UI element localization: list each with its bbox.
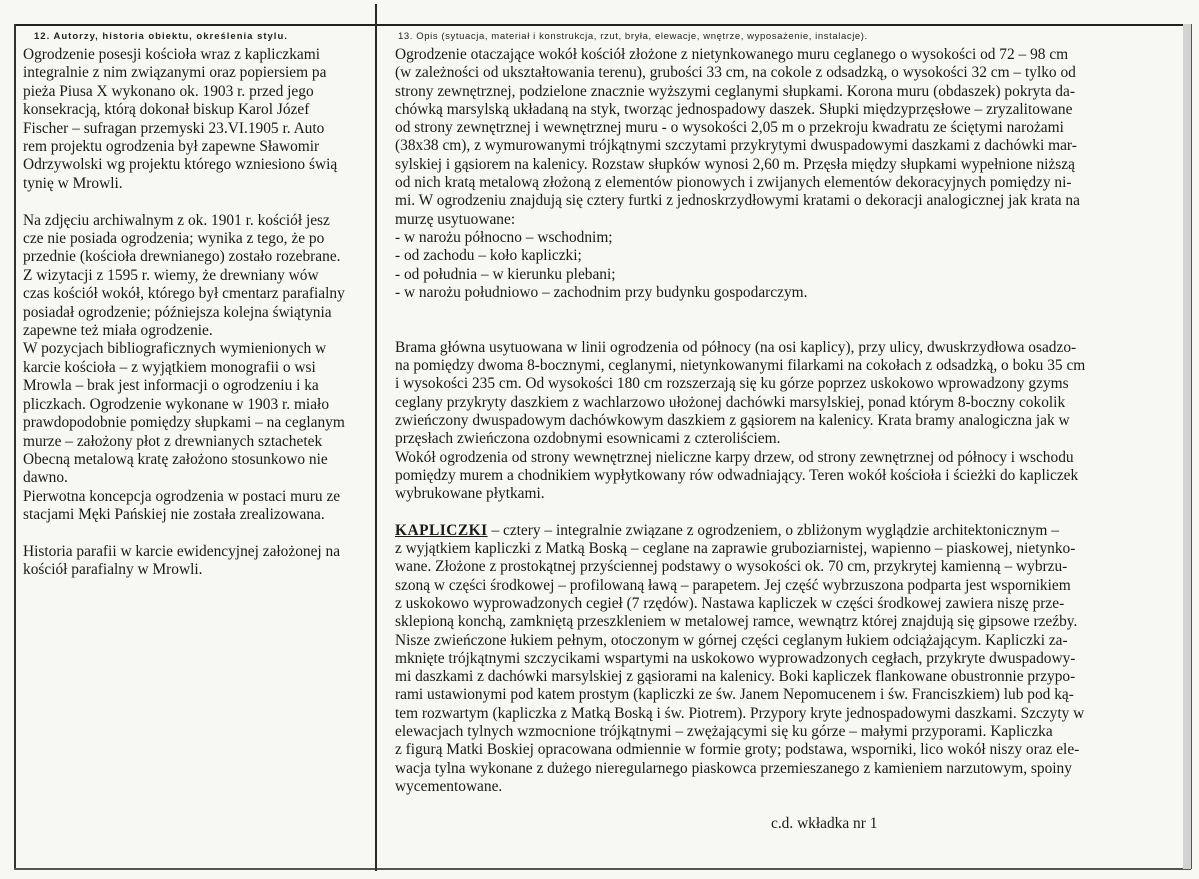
section-13-heading: 13. Opis (sytuacja, materiał i konstrukcja, rzut, bryła, elewacje, wnętrze, wyposażenie, instalacje). (398, 31, 868, 42)
description-text-line: Ogrodzenie otaczające wokół kościół złożone z nietynkowanego muru ceglanego o wysokości od 72 – 98 cm (395, 46, 1069, 63)
history-text-line: W pozycjach bibliograficznych wymienionych w (23, 340, 327, 358)
description-text-line: przęsłach zwieńczona ozdobnymi esownicami z czteroliściem. (395, 430, 781, 448)
blank-line (395, 320, 1165, 338)
description-text-line: - od zachodu – koło kapliczki; (395, 247, 582, 265)
history-text-line: czas kościół wokół, którego był cmentarz parafialny (23, 285, 345, 303)
description-text-line: z wyjątkiem kapliczki z Matką Boską – ceglane na zaprawie gruboziarnistej, wapienno – piaskowej, nietynko- (395, 540, 1076, 558)
description-text-line: zwieńczony dwuspadowym dachówkowym daszkiem z gąsiorem na kalenicy. Krata bramy analogiczna jak w (395, 411, 1070, 429)
description-text-line: (w zależności od ukształtowania terenu), grubości 33 cm, na cokole z odsadzką, o wysokości 32 cm – tylko od (395, 64, 1076, 82)
description-text-line: strony zewnętrznej, podzielone znacznie wyższymi ceglanymi słupkami. Korona muru (obdaszek) pokryta da- (395, 82, 1075, 100)
history-text-line: Obecną metalową kratę założono stosunkowo nie (23, 450, 328, 468)
history-text-line: kościół parafialny w Mrowli. (23, 561, 203, 579)
section-12-heading: 12. Autorzy, historia obiektu, określenia stylu. (34, 31, 288, 42)
history-text-line: Ogrodzenie posesji kościoła wraz z kapliczkami (23, 46, 321, 63)
description-text-line: wycementowane. (395, 777, 503, 795)
description-text-line: wybrukowane płytkami. (395, 485, 545, 503)
history-text-line: prawdopodobnie pomiędzy słupkami – na ceglanym (23, 414, 345, 432)
history-text-line: karcie kościoła – z wyjątkiem monografii o wsi (23, 358, 316, 376)
column-divider (375, 4, 377, 871)
frame-left-rule (14, 24, 16, 869)
history-text-line: Z wizytacji z 1595 r. wiemy, że drewniany wów (23, 266, 319, 284)
blank-line (23, 193, 371, 211)
history-text-line: tynię w Mrowli. (23, 174, 123, 192)
description-text-line: - od południa – w kierunku plebani; (395, 265, 616, 283)
kapliczki-paragraph-line: KAPLICZKI – cztery – integralnie związane z ogrodzeniem, o zbliżonym wyglądzie architektonicznym – (395, 521, 1059, 539)
description-column (395, 46, 1165, 796)
history-text-line: konsekracją, którą dokonał biskup Karol Józef (23, 101, 310, 119)
history-text-line: Na zdjęciu archiwalnym z ok. 1901 r. kościół jesz (23, 211, 330, 229)
description-text-line: mi daszkami z dachówki marsylskiej z gąsiorami na kalenicy. Boki kapliczek flankowane obustronnie przypo- (395, 668, 1076, 686)
scan-edge-strip (1183, 24, 1191, 869)
frame-top-rule (14, 24, 1190, 26)
frame-bottom-rule (14, 868, 1191, 870)
history-text-line: stacjami Męki Pańskiej nie została zrealizowana. (23, 506, 325, 524)
description-text-line: ceglany przykryty daszkiem z wachlarzowo ułożonej dachówki marsylskiej, ponad którym 8-boczny cokolik (395, 393, 1066, 411)
history-text-line: pieża Piusa X wykonano ok. 1903 r. przed jego (23, 82, 314, 100)
description-text-line: elewacjach tylnych wzmocnione trójkątnymi – zwężającymi się ku górze – małymi przyporami. Kapliczka (395, 722, 1053, 740)
history-text-line: Odrzywolski wg projektu którego wzniesiono świą (23, 156, 338, 174)
description-text-line: i wysokości 235 cm. Od wysokości 180 cm rozszerzają się ku górze poprzez uskokowo wprowadzony gzyms (395, 375, 1069, 393)
description-text-line: rami ustawionymi pod katem prostym (kapliczki ze św. Janem Nepomucenem i św. Franciszkiem) lub pod ką- (395, 686, 1074, 704)
description-text-line: - w narożu południowo – zachodnim przy budynku gospodarczym. (395, 283, 808, 301)
description-text-line: Brama główna usytuowana w linii ogrodzenia od północy (na osi kaplicy), przy ulicy, dwuskrzydłowa osadzo- (395, 338, 1077, 356)
description-text-line: na pomiędzy dwoma 8-bocznymi, ceglanymi, nietynkowanymi filarkami na cokołach z odsadzką, o boku 35 cm (395, 357, 1086, 375)
description-text-line: Nisze zwieńczone łukiem pełnym, otoczonym w górnej części ceglanym łukiem odciążającym. Kapliczki za- (395, 631, 1068, 649)
description-text-line: murzę usytuowane: (395, 210, 516, 228)
description-text-line: szoną w części środkowej – profilowaną ławą – parapetem. Jej część wybrzuszona podparta jest wspornikiem (395, 576, 1071, 594)
description-text-line: sklepioną konchą, zamkniętą przeszkleniem w metalowej ramce, wewnątrz której znajdują się gipsowe rzeźby. (395, 613, 1078, 631)
blank-line (23, 525, 371, 543)
description-text-line: tem rozwartym (kapliczka z Matką Boską i św. Piotrem). Przypory kryte jednospadowymi daszkami. Szczyty w (395, 704, 1085, 722)
description-text-line: chówką marsylską układaną na styk, tworząc jednospadowy daszek. Słupki międzyprzęsłowe – zryzalitowane (395, 100, 1073, 118)
history-text-line: murze – założony płot z drewnianych sztachetek (23, 432, 323, 450)
description-text-line: z figurą Matki Boskiej opracowana odmiennie w formie groty; podstawa, wsporniki, lico wokół niszy oraz ele- (395, 741, 1080, 759)
history-text-line: Historia parafii w karcie ewidencyjnej założonej na (23, 542, 341, 560)
description-text-line: wane. Złożone z prostokątnej przyściennej podstawy o wysokości ok. 70 cm, przykrytej kamienną – wybrzu- (395, 558, 1068, 576)
continuation-note: c.d. wkładka nr 1 (771, 815, 878, 832)
history-text-line: cze nie posiada ogrodzenia; wynika z tego, że po (23, 230, 325, 248)
kapliczki-heading: KAPLICZKI (395, 521, 488, 539)
description-text-line: wacja tylna wykonane z dużego nieregularnego piaskowca przemieszanego z kamieniem narzutowym, spoiny (395, 759, 1072, 777)
description-text-line: od strony zewnętrznej i wewnętrznej muru - o wysokości 2,05 m o przekroju kwadratu ze ściętymi narożami (395, 119, 1064, 137)
history-text-line: pliczkach. Ogrodzenie wykonane w 1903 r. miało (23, 395, 330, 413)
description-text-line: mi. W ogrodzeniu znajdują się cztery furtki z jednoskrzydłowymi kratami o dekoracji analogicznej jak krata na (395, 192, 1080, 210)
blank-line (395, 503, 1165, 521)
history-text-line: Fischer – sufragan przemyski 23.VI.1905 r. Auto (23, 119, 325, 137)
description-text-line: - w narożu północno – wschodnim; (395, 228, 613, 246)
description-text-line: sylskiej i gąsiorem na kalenicy. Rozstaw słupków wynosi 2,60 m. Przęsła między słupkami wypełnione niższą (395, 155, 1075, 173)
description-text-line: mknięte trójkątnymi szczycikami wspartymi na uskokowo wyprowadzonych cegłach, przykryte dwuspadowy- (395, 649, 1076, 667)
description-text-line: z uskokowo wyprowadzonych cegieł (7 rzędów). Nastawa kapliczek w części środkowej zawiera niszę prze- (395, 594, 1065, 612)
description-text-line: pomiędzy murem a chodnikiem wypłytkowany rów odwadniający. Teren wokół kościoła i ścieżki do kapliczek (395, 466, 1079, 484)
blank-line (395, 302, 1165, 320)
description-text-line: od nich kratą metalową złożoną z elementów pionowych i zwijanych elementów dekoracyjnych pomiędzy ni- (395, 174, 1072, 192)
history-text-line: Mrowla – brak jest informacji o ogrodzeniu i ka (23, 377, 319, 395)
history-text-line: posiadał ogrodzenie; późniejsza kolejna świątynia (23, 303, 332, 321)
history-text-line: rem projektu ogrodzenia był zapewne Sławomir (23, 138, 320, 156)
history-text-line: dawno. (23, 469, 68, 487)
description-text-line: (38x38 cm), z wymurowanymi trójkątnymi szczytami przykrytymi dwuspadowymi daszkami z dachówki mar- (395, 137, 1077, 155)
history-text-line: zapewne też miała ogrodzenie. (23, 322, 213, 340)
description-text-line: Wokół ogrodzenia od strony wewnętrznej nieliczne karpy drzew, od strony zewnętrznej od północy i wschodu (395, 448, 1074, 466)
history-text-line: Pierwotna koncepcja ogrodzenia w postaci muru ze (23, 487, 341, 505)
history-text-line: integralnie z nim związanymi oraz popiersiem pa (23, 64, 327, 82)
history-column (23, 46, 371, 580)
history-text-line: przednie (kościoła drewnianego) zostało rozebrane. (23, 248, 341, 266)
